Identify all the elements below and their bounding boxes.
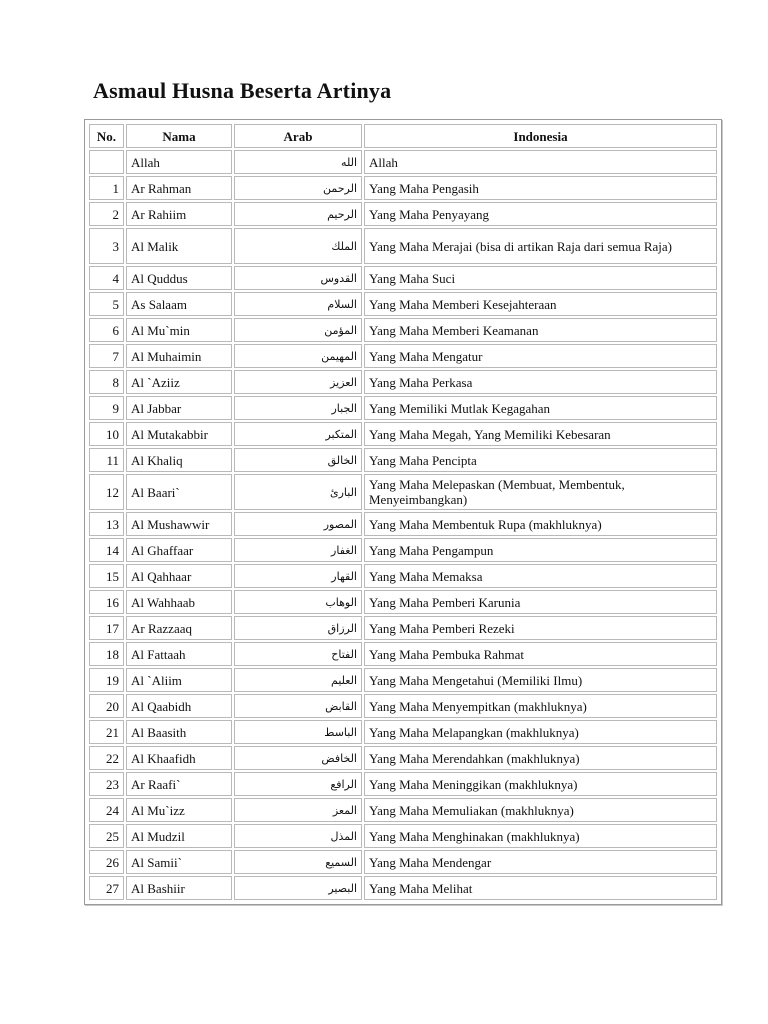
table-row [89,720,717,744]
row-nama: Al Bashiir [126,876,232,900]
table-row [89,150,717,174]
row-indonesia: Yang Maha Pemberi Rezeki [364,616,717,640]
row-number: 2 [89,202,124,226]
row-nama: Al Qaabidh [126,694,232,718]
row-arab: الفتاح [234,642,362,666]
row-indonesia: Yang Maha Menghinakan (makhluknya) [364,824,717,848]
row-arab: الباسط [234,720,362,744]
table-row [89,642,717,666]
row-indonesia: Yang Maha Memuliakan (makhluknya) [364,798,717,822]
row-arab: العليم [234,668,362,692]
table-body [89,150,717,900]
row-indonesia: Yang Maha Memaksa [364,564,717,588]
table-row [89,422,717,446]
row-arab: المهيمن [234,344,362,368]
row-arab: السلام [234,292,362,316]
table-row [89,694,717,718]
row-nama: Al Wahhaab [126,590,232,614]
row-indonesia: Yang Maha Pengampun [364,538,717,562]
row-nama: Al Mu`min [126,318,232,342]
table-row [89,370,717,394]
row-number: 22 [89,746,124,770]
row-indonesia: Yang Maha Pembuka Rahmat [364,642,717,666]
row-indonesia: Yang Maha Memberi Keamanan [364,318,717,342]
table-row [89,512,717,536]
page-title: Asmaul Husna Beserta Artinya [93,78,392,103]
asmaul-husna-table-container [84,119,722,905]
row-arab: الخافض [234,746,362,770]
row-arab: المؤمن [234,318,362,342]
row-arab: الملك [234,228,362,264]
row-nama: Al Mudzil [126,824,232,848]
row-nama: Al Mu`izz [126,798,232,822]
header-nama: Nama [126,124,232,148]
row-number: 18 [89,642,124,666]
row-nama: Ar Rahman [126,176,232,200]
row-arab: القهار [234,564,362,588]
row-nama: Allah [126,150,232,174]
table-row [89,266,717,290]
row-indonesia: Yang Maha Pemberi Karunia [364,590,717,614]
row-arab: المصور [234,512,362,536]
row-nama: Al Baari` [126,474,232,510]
row-nama: Al Qahhaar [126,564,232,588]
row-indonesia: Yang Maha Menyempitkan (makhluknya) [364,694,717,718]
row-number: 19 [89,668,124,692]
row-indonesia: Yang Maha Penyayang [364,202,717,226]
row-arab: البصير [234,876,362,900]
row-arab: الله [234,150,362,174]
table-row [89,448,717,472]
row-nama: Al Khaliq [126,448,232,472]
row-number: 26 [89,850,124,874]
row-arab: الرحمن [234,176,362,200]
table-row [89,228,717,264]
row-indonesia: Yang Maha Mengatur [364,344,717,368]
row-nama: Al Mutakabbir [126,422,232,446]
table-header-row [89,124,717,148]
row-nama: Al Samii` [126,850,232,874]
header-no: No. [89,124,124,148]
row-arab: الرافع [234,772,362,796]
row-arab: الرزاق [234,616,362,640]
header-indonesia: Indonesia [364,124,717,148]
row-indonesia: Yang Maha Pencipta [364,448,717,472]
table-row [89,202,717,226]
row-nama: Ar Razzaaq [126,616,232,640]
row-nama: Al Muhaimin [126,344,232,368]
row-nama: Al Quddus [126,266,232,290]
row-indonesia: Yang Maha Membentuk Rupa (makhluknya) [364,512,717,536]
row-arab: السميع [234,850,362,874]
row-number: 17 [89,616,124,640]
row-arab: المذل [234,824,362,848]
row-indonesia: Yang Maha Melihat [364,876,717,900]
row-arab: الجبار [234,396,362,420]
row-indonesia: Yang Maha Suci [364,266,717,290]
row-number: 10 [89,422,124,446]
table-row [89,876,717,900]
row-nama: Al Baasith [126,720,232,744]
row-number: 6 [89,318,124,342]
table-row [89,176,717,200]
row-number: 27 [89,876,124,900]
row-nama: Ar Raafi` [126,772,232,796]
row-number: 25 [89,824,124,848]
table-row [89,746,717,770]
row-number: 7 [89,344,124,368]
row-nama: Al Fattaah [126,642,232,666]
row-nama: Al Khaafidh [126,746,232,770]
table-row [89,616,717,640]
table-row [89,538,717,562]
row-nama: As Salaam [126,292,232,316]
row-indonesia: Yang Maha Perkasa [364,370,717,394]
row-nama: Al Mushawwir [126,512,232,536]
row-indonesia: Yang Maha Mengetahui (Memiliki Ilmu) [364,668,717,692]
table-row [89,344,717,368]
row-indonesia: Allah [364,150,717,174]
row-indonesia: Yang Maha Pengasih [364,176,717,200]
table-row [89,824,717,848]
table-row [89,772,717,796]
row-number: 24 [89,798,124,822]
row-number: 20 [89,694,124,718]
row-nama: Al `Aliim [126,668,232,692]
table-row [89,474,717,510]
row-number: 14 [89,538,124,562]
row-arab: الوهاب [234,590,362,614]
row-number [89,150,124,174]
row-number: 4 [89,266,124,290]
row-number: 12 [89,474,124,510]
row-nama: Ar Rahiim [126,202,232,226]
header-arab: Arab [234,124,362,148]
row-number: 5 [89,292,124,316]
table-row [89,668,717,692]
row-number: 9 [89,396,124,420]
row-arab: القدوس [234,266,362,290]
row-indonesia: Yang Maha Merendahkan (makhluknya) [364,746,717,770]
row-indonesia: Yang Maha Mendengar [364,850,717,874]
table-row [89,292,717,316]
row-number: 11 [89,448,124,472]
row-indonesia: Yang Maha Merajai (bisa di artikan Raja dari semua Raja) [364,228,717,264]
row-number: 3 [89,228,124,264]
row-nama: Al `Aziiz [126,370,232,394]
table-row [89,564,717,588]
row-arab: المتكبر [234,422,362,446]
asmaul-husna-table [87,122,719,902]
row-arab: القابض [234,694,362,718]
row-number: 13 [89,512,124,536]
row-arab: الرحيم [234,202,362,226]
row-indonesia: Yang Maha Melapangkan (makhluknya) [364,720,717,744]
row-number: 15 [89,564,124,588]
row-nama: Al Jabbar [126,396,232,420]
table-row [89,590,717,614]
row-indonesia: Yang Maha Memberi Kesejahteraan [364,292,717,316]
row-nama: Al Malik [126,228,232,264]
row-arab: الغفار [234,538,362,562]
table-row [89,396,717,420]
table-row [89,318,717,342]
row-arab: العزيز [234,370,362,394]
row-indonesia: Yang Memiliki Mutlak Kegagahan [364,396,717,420]
row-nama: Al Ghaffaar [126,538,232,562]
table-row [89,798,717,822]
row-indonesia: Yang Maha Melepaskan (Membuat, Membentuk, Menyeimbangkan) [364,474,717,510]
row-number: 8 [89,370,124,394]
table-row [89,850,717,874]
row-arab: المعز [234,798,362,822]
row-indonesia: Yang Maha Meninggikan (makhluknya) [364,772,717,796]
row-number: 21 [89,720,124,744]
row-arab: الخالق [234,448,362,472]
row-number: 16 [89,590,124,614]
row-number: 23 [89,772,124,796]
row-arab: البارئ [234,474,362,510]
row-indonesia: Yang Maha Megah, Yang Memiliki Kebesaran [364,422,717,446]
row-number: 1 [89,176,124,200]
